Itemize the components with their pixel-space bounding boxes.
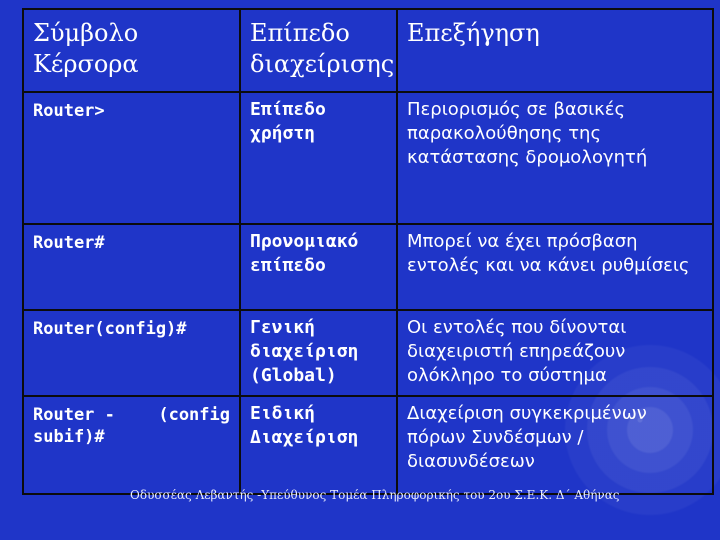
cell-level: Επίπεδο χρήστη <box>240 92 397 224</box>
header-level: Επίπεδο διαχείρισης <box>240 9 397 92</box>
footer-credit: Οδυσσέας Λεβαντής -Υπεύθυνος Τομέα Πληροφορικής του 2ου Σ.Ε.Κ. Δ΄ Αθήνας <box>130 488 620 502</box>
cell-explanation: Μπορεί να έχει πρόσβαση εντολές και να κάνει ρυθμίσεις <box>397 224 713 310</box>
cell-symbol-part1: Router -subif)# <box>33 405 115 447</box>
table-row <box>23 396 713 494</box>
table-header-row <box>23 9 713 92</box>
header-symbol: Σύμβολο Κέρσορα <box>23 9 240 92</box>
split-symbol-container <box>33 404 230 490</box>
cell-explanation: Διαχείριση συγκεκριμένων πόρων Συνδέσμων / διασυνδέσεων <box>397 396 713 494</box>
header-explanation: Επεξήγηση <box>397 9 713 92</box>
cell-explanation: Περιορισμός σε βασικές παρακολούθησης της κατάστασης δρομολογητή <box>397 92 713 224</box>
table-row <box>23 92 713 224</box>
cell-level: Γενική διαχείριση (Global) <box>240 310 397 396</box>
cell-explanation: Οι εντολές που δίνονται διαχειριστή επηρεάζουν ολόκληρο το σύστημα <box>397 310 713 396</box>
table-row <box>23 310 713 396</box>
cell-symbol <box>23 396 240 494</box>
cell-symbol: Router> <box>23 92 240 224</box>
router-modes-table-container <box>22 8 712 495</box>
cell-symbol: Router# <box>23 224 240 310</box>
cell-level: Ειδική Διαχείριση <box>240 396 397 494</box>
router-modes-table <box>22 8 714 495</box>
cell-level: Προνομιακό επίπεδο <box>240 224 397 310</box>
table-row <box>23 224 713 310</box>
cell-symbol: Router(config)# <box>23 310 240 396</box>
cell-symbol-part2: (config <box>158 405 230 425</box>
